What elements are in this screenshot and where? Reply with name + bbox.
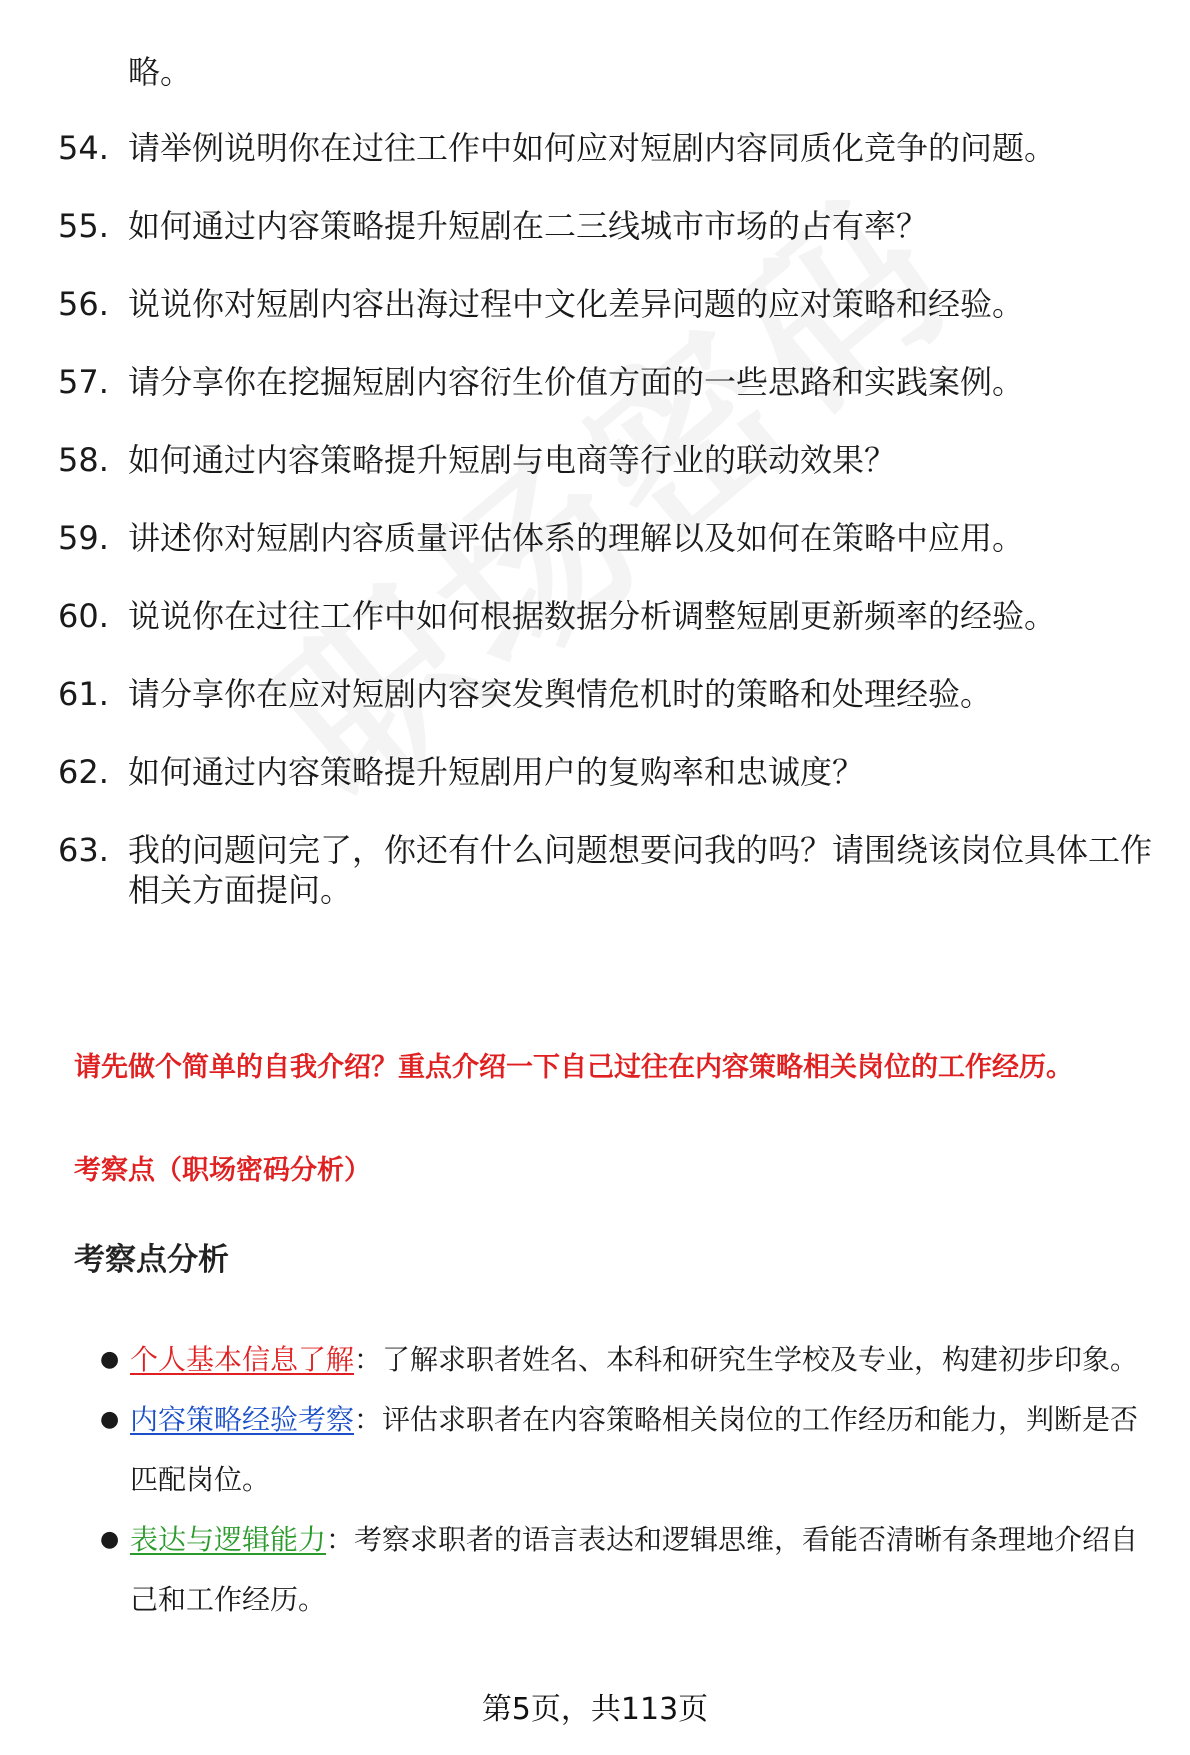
continuation-text: 略。 bbox=[128, 53, 193, 91]
kaocha-label: 考察点（职场密码分析） bbox=[74, 1155, 371, 1186]
question-number: 61. bbox=[58, 675, 109, 713]
question-text: 我的问题问完了，你还有什么问题想要问我的吗？请围绕该岗位具体工作相关方面提问。 bbox=[128, 831, 1153, 909]
list-item bbox=[100, 1330, 1160, 1390]
question-number: 59. bbox=[58, 519, 109, 557]
bullet-icon: ● bbox=[100, 1527, 120, 1552]
bullet-icon: ● bbox=[100, 1347, 120, 1372]
question-number: 60. bbox=[58, 597, 109, 635]
page-footer: 第5页，共113页 bbox=[481, 1692, 709, 1727]
question-text: 如何通过内容策略提升短剧与电商等行业的联动效果？ bbox=[128, 441, 897, 479]
bullet-icon: ● bbox=[100, 1407, 120, 1432]
highlighted-question: 请先做个简单的自我介绍？重点介绍一下自己过往在内容策略相关岗位的工作经历。 bbox=[74, 1052, 1073, 1083]
question-text: 请分享你在挖掘短剧内容衍生价值方面的一些思路和实践案例。 bbox=[128, 363, 1025, 401]
point-term: 内容策略经验考察 bbox=[130, 1403, 355, 1436]
list-item bbox=[58, 518, 1158, 558]
list-item bbox=[58, 440, 1158, 480]
analysis-heading: 考察点分析 bbox=[74, 1242, 229, 1278]
question-number: 57. bbox=[58, 363, 109, 401]
question-number: 55. bbox=[58, 207, 109, 245]
question-number: 56. bbox=[58, 285, 109, 323]
question-text: 请举例说明你在过往工作中如何应对短剧内容同质化竞争的问题。 bbox=[128, 129, 1057, 167]
list-item bbox=[58, 284, 1158, 324]
list-item bbox=[58, 674, 1158, 714]
list-item bbox=[58, 206, 1158, 246]
list-item bbox=[58, 362, 1158, 402]
question-text: 说说你在过往工作中如何根据数据分析调整短剧更新频率的经验。 bbox=[128, 597, 1057, 635]
question-number: 63. bbox=[58, 831, 109, 869]
point-text: ：评估求职者在内容策略相关岗位的工作经历和能力，判断是否匹配岗位。 bbox=[130, 1403, 1139, 1496]
list-item bbox=[100, 1390, 1160, 1510]
point-term: 表达与逻辑能力 bbox=[130, 1523, 327, 1556]
question-number: 58. bbox=[58, 441, 109, 479]
question-list bbox=[58, 128, 1158, 948]
question-number: 54. bbox=[58, 129, 109, 167]
list-item bbox=[100, 1510, 1160, 1630]
list-item bbox=[58, 830, 1158, 910]
point-text: ：考察求职者的语言表达和逻辑思维，看能否清晰有条理地介绍自己和工作经历。 bbox=[130, 1523, 1139, 1616]
question-text: 讲述你对短剧内容质量评估体系的理解以及如何在策略中应用。 bbox=[128, 519, 1025, 557]
list-item bbox=[58, 128, 1158, 168]
list-item bbox=[58, 596, 1158, 636]
point-text: ：了解求职者姓名、本科和研究生学校及专业，构建初步印象。 bbox=[354, 1343, 1139, 1376]
question-text: 如何通过内容策略提升短剧在二三线城市市场的占有率？ bbox=[128, 207, 929, 245]
point-term: 个人基本信息了解 bbox=[130, 1343, 355, 1376]
analysis-points bbox=[100, 1330, 1160, 1630]
question-text: 说说你对短剧内容出海过程中文化差异问题的应对策略和经验。 bbox=[128, 285, 1025, 323]
question-text: 如何通过内容策略提升短剧用户的复购率和忠诚度？ bbox=[128, 753, 865, 791]
list-item bbox=[58, 752, 1158, 792]
question-number: 62. bbox=[58, 753, 109, 791]
question-text: 请分享你在应对短剧内容突发舆情危机时的策略和处理经验。 bbox=[128, 675, 993, 713]
